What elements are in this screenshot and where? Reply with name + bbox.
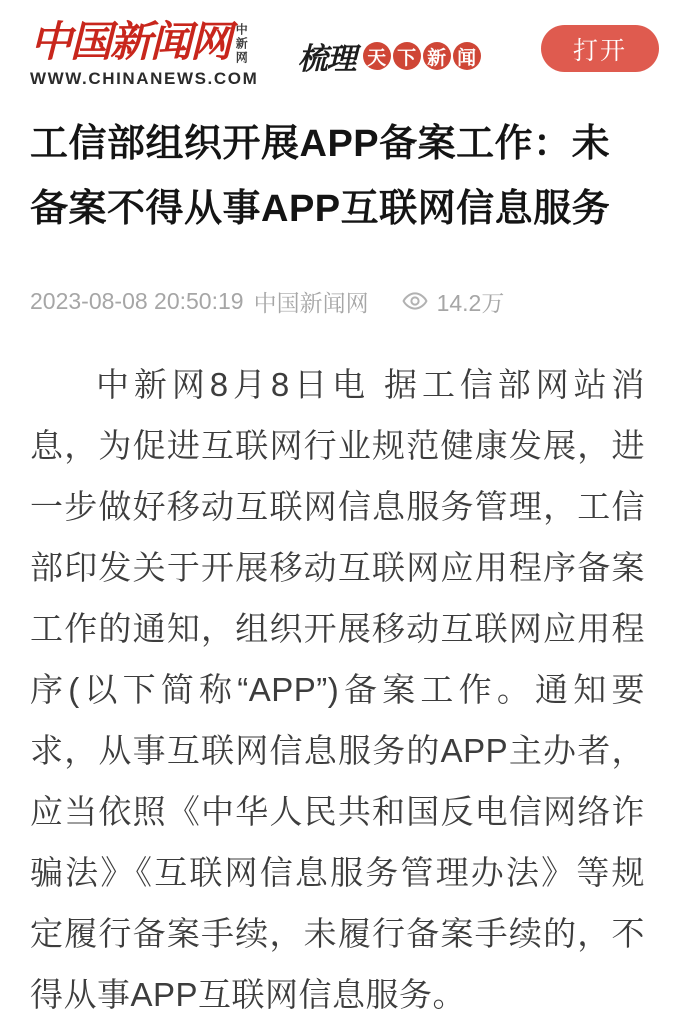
site-url-text: WWW.CHINANEWS.COM: [30, 69, 259, 88]
site-header: [0, 0, 675, 96]
logo-vertical-text: 中新网: [234, 23, 249, 65]
view-count-text: 14.2万: [436, 289, 505, 316]
slogan-prefix-text: 梳理: [297, 42, 356, 77]
open-app-button[interactable]: 打开: [541, 25, 659, 72]
site-logo[interactable]: [30, 17, 481, 89]
slogan-circle-group: [361, 42, 481, 70]
article-meta: [30, 285, 645, 318]
slogan-circle-char: 新: [423, 42, 451, 70]
article-body: 中新网8月8日电 据工信部网站消息，为促进互联网行业规范健康发展，进一步做好移动互联网信息服务管理，工信部印发关于开展移动互联网应用程序备案工作的通知，组织开展移动互联网应用程序(以下简称“APP”)备案工作。通知要求，从事互联网信息服务的APP主办者，应当依照《中华人民共和国反电信网络诈骗法》《互联网信息服务管理办法》等规定履行备案手续，未履行备案手续的，不得从事APP互联网信息服务。: [30, 365, 645, 1014]
eye-icon: [401, 287, 429, 315]
slogan-circle-char: 闻: [453, 42, 481, 70]
slogan-circle-char: 天: [363, 42, 391, 70]
slogan-circle-char: 下: [393, 42, 421, 70]
article-title: 工信部组织开展APP备案工作：未备案不得从事APP互联网信息服务: [30, 123, 611, 231]
source-name: 中国新闻网: [253, 289, 369, 316]
logo-slogan: [298, 34, 481, 78]
view-counter: [401, 285, 505, 318]
logo-calligraphy-text: 中国新闻网: [30, 17, 231, 66]
publish-time: 2023-08-08 20:50:19: [30, 287, 244, 314]
